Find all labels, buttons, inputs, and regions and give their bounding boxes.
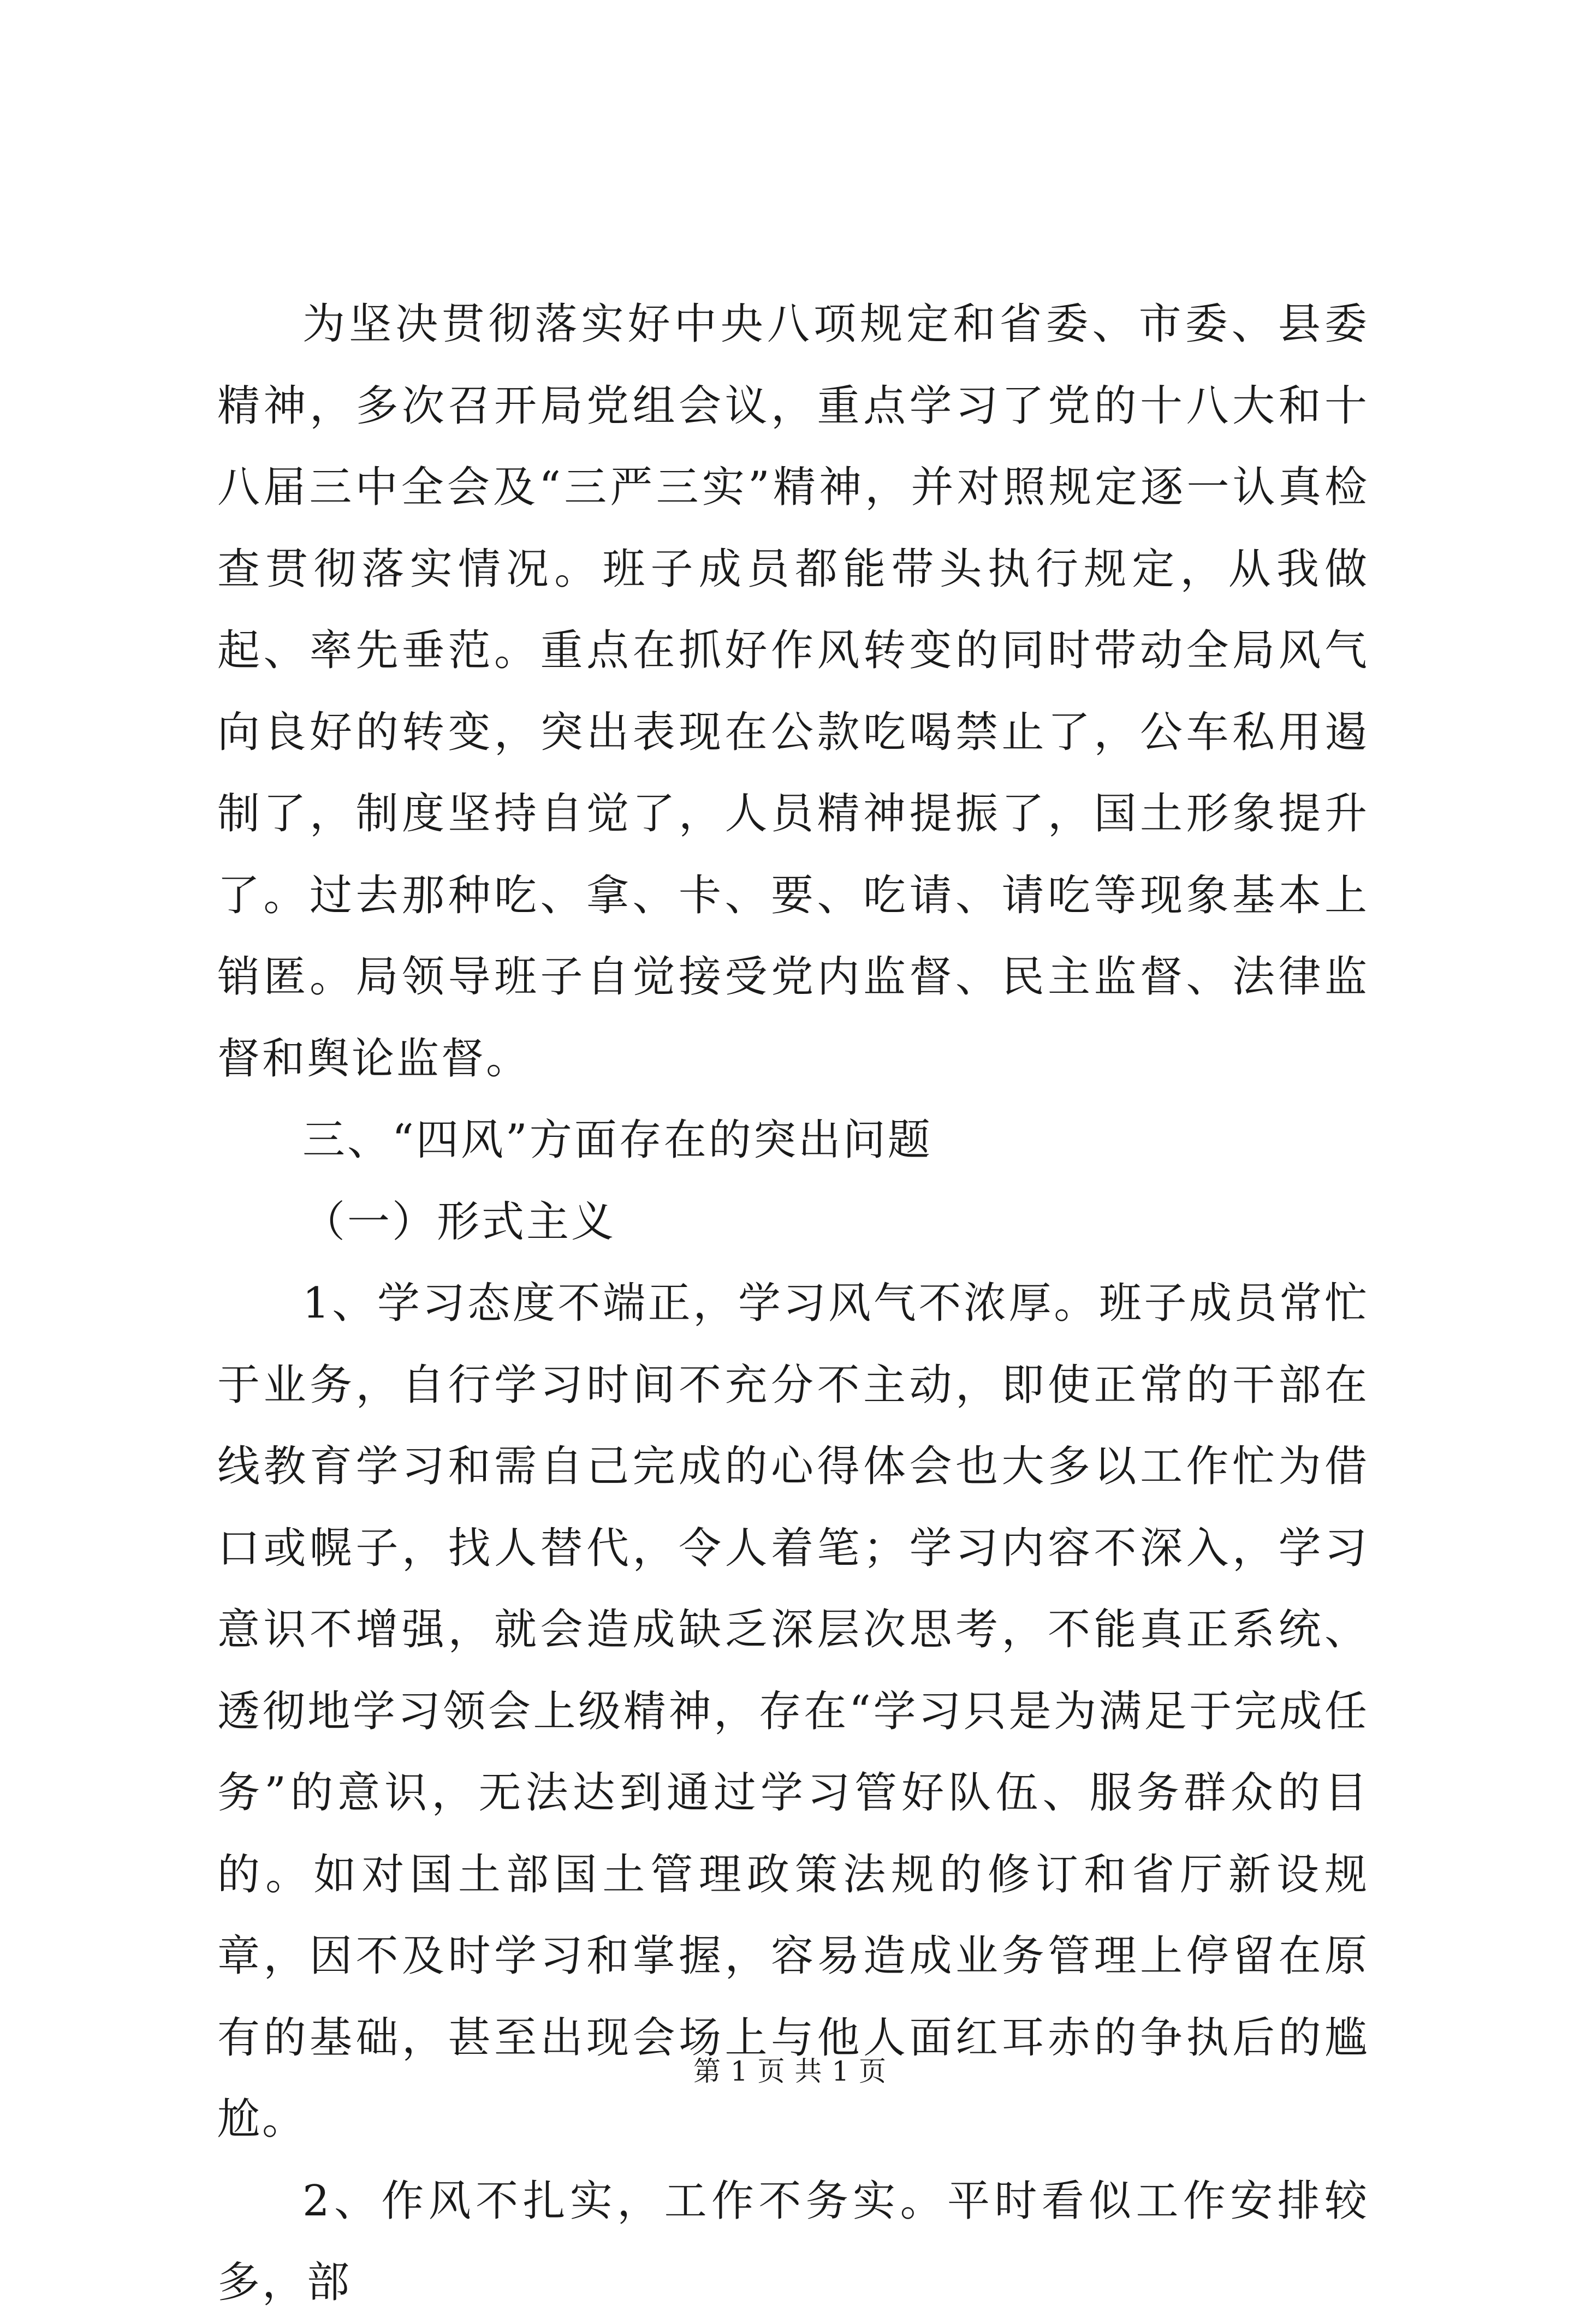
- paragraph-item-2: 2、作风不扎实，工作不务实。平时看似工作安排较多，部: [217, 2176, 1369, 2307]
- paragraph-intro: 为坚决贯彻落实好中央八项规定和省委、市委、县委精神，多次召开局党组会议，重点学习了党的十八大和十八届三中全会及“三严三实”精神，并对照规定逐一认真检查贯彻落实情况。班子成员都能带头执行规定，从我做起、率先垂范。重点在抓好作风转变的同时带动全局风气向良好的转变，突出表现在公款吃喝禁止了，公车私用遏制了，制度坚持自觉了，人员精神提振了，国土形象提升了。过去那种吃、拿、卡、要、吃请、请吃等现象基本上销匿。局领导班子自觉接受党内监督、民主监督、法律监督和舆论监督。: [217, 300, 1369, 1083]
- document-body: [217, 284, 1369, 2324]
- subsection-heading-formalism: （一）形式主义: [302, 1197, 616, 1247]
- page-number-footer: 第 1 页 共 1 页: [693, 2055, 887, 2087]
- section-heading-three: 三、“四风”方面存在的突出问题: [302, 1116, 932, 1165]
- paragraph-item-1: 1、学习态度不端正，学习风气不浓厚。班子成员常忙于业务，自行学习时间不充分不主动，即使正常的干部在线教育学习和需自己完成的心得体会也大多以工作忙为借口或幌子，找人替代，令人着笔；学习内容不深入，学习意识不增强，就会造成缺乏深层次思考，不能真正系统、透彻地学习领会上级精神，存在“学习只是为满足于完成任务”的意识，无法达到通过学习管好队伍、服务群众的目的。如对国土部国土管理政策法规的修订和省厅新设规章，因不及时学习和掌握，容易造成业务管理上停留在原有的基础，甚至出现会场上与他人面红耳赤的争执后的尴尬。: [217, 1279, 1369, 2144]
